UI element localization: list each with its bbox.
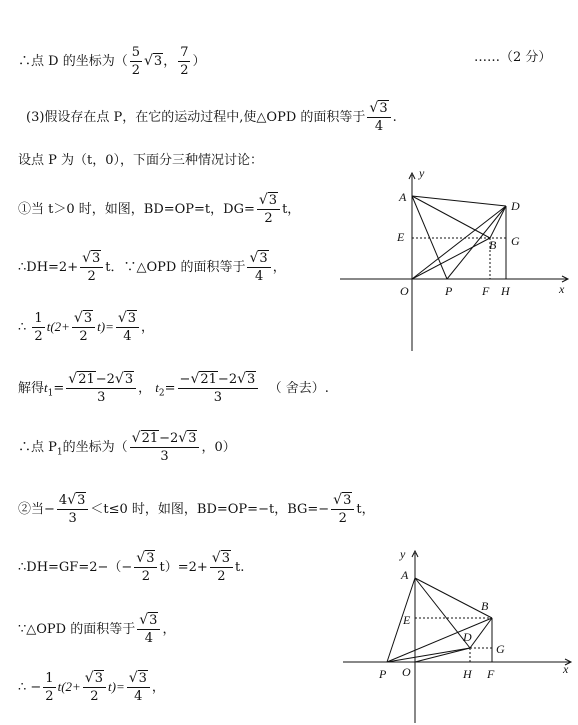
denominator: 3 [66, 388, 136, 406]
radicand: 3 [146, 551, 155, 566]
label-p: P [379, 667, 387, 681]
text: t)= [97, 319, 114, 334]
denominator: 3 [57, 509, 88, 527]
numerator: √3 [128, 670, 147, 686]
text: (3)假设存在点 P，在它的运动过程中,使△OPD 的面积等于 [26, 110, 366, 125]
text: ①当 t＞0 时，如图，BD=OP=t，DG= [18, 202, 255, 217]
line-case-1 [18, 192, 300, 227]
text: ， [163, 54, 177, 69]
text: ＜t≤0 时，如图，BD=OP=−t，BG=− [90, 502, 330, 517]
text: ∴点 D 的坐标为（ [18, 54, 128, 69]
radicand: 3 [138, 671, 147, 686]
text: ∴点 P [18, 440, 57, 455]
radicand: 3 [259, 251, 268, 266]
numerator: 4√3 [58, 492, 86, 508]
text: ， [151, 680, 165, 695]
text: = [164, 381, 176, 396]
numerator: √3 [73, 310, 93, 326]
text: ， [141, 320, 155, 335]
radicand: 3 [188, 431, 197, 446]
radicand: 3 [153, 54, 163, 69]
line-d-coordinates [18, 44, 206, 79]
fraction [210, 550, 233, 585]
radicand: 3 [83, 311, 93, 326]
text: 的坐标为（ [62, 440, 128, 455]
line-equation-2 [18, 670, 165, 705]
fraction [257, 192, 280, 227]
text: 解得 [18, 381, 45, 396]
text: t， [356, 502, 375, 517]
label-p: P [445, 284, 453, 298]
text: ， [162, 622, 176, 637]
score-note: ……（2 分） [474, 50, 552, 65]
label-e: E [403, 613, 411, 627]
text: ， [272, 260, 286, 275]
text: ） [192, 54, 206, 69]
subscript: 2 [158, 388, 165, 399]
denominator: 2 [134, 567, 157, 585]
segment-od [415, 648, 470, 662]
denominator: 4 [116, 327, 139, 345]
segment-pd [447, 206, 506, 279]
segment-ab [412, 196, 490, 238]
numerator: √3 [84, 670, 103, 686]
fraction [80, 250, 103, 285]
fraction [178, 44, 190, 79]
numerator: 1 [34, 311, 43, 326]
denominator: 2 [131, 63, 140, 78]
label-o: O [400, 284, 409, 298]
numerator: √3 [258, 192, 278, 208]
segment-ob [412, 238, 490, 279]
label-d: D [511, 199, 520, 213]
label-h: H [501, 284, 510, 298]
denominator: 3 [178, 388, 259, 406]
fraction [127, 670, 150, 705]
subscript: 1 [47, 388, 54, 399]
line-setup: 设点 P 为（t，0），下面分三种情况讨论： [18, 153, 264, 168]
denominator: 2 [45, 689, 54, 704]
denominator: 4 [367, 117, 390, 135]
radicand: 3 [247, 372, 256, 387]
radicand: 21 [141, 431, 159, 446]
line-dh-2 [18, 550, 244, 585]
numerator: 7 [180, 45, 189, 60]
label-y: y [419, 166, 425, 180]
fraction [367, 100, 390, 135]
line-solution [18, 371, 329, 406]
fraction [43, 670, 55, 705]
radicand: 3 [149, 613, 158, 628]
label-x: x [559, 282, 565, 296]
label-y: y [400, 547, 406, 561]
numerator: √3 [117, 310, 137, 326]
numerator: √3 [369, 100, 388, 116]
denominator: 2 [257, 209, 280, 227]
line-dh-1 [18, 250, 286, 285]
radicand: 3 [343, 493, 352, 508]
sqrt: √3 [143, 53, 163, 69]
denominator: 4 [137, 629, 160, 647]
segment-ad [412, 196, 506, 206]
subscript: 1 [56, 447, 63, 458]
numerator: √21−2√3 [131, 430, 197, 446]
line-case-2 [18, 492, 375, 527]
numerator: √3 [136, 550, 155, 566]
text: t)= [108, 679, 125, 694]
text: ， [138, 381, 152, 396]
text: ∴DH=GF=2−（− [18, 560, 133, 575]
fraction [130, 430, 200, 465]
numerator: √21−2√3 [68, 371, 134, 387]
segment-ad [415, 578, 470, 648]
fraction [134, 550, 157, 585]
numerator: √3 [211, 550, 230, 566]
label-a: A [401, 568, 409, 582]
numerator: √3 [333, 492, 352, 508]
text: ∵△OPD 的面积等于 [18, 622, 136, 637]
radicand: 3 [221, 551, 230, 566]
text: t [44, 380, 48, 395]
fraction [57, 492, 88, 527]
text: t(2+ [46, 319, 70, 334]
fraction [178, 371, 259, 406]
fraction [32, 310, 44, 345]
numerator: √3 [82, 250, 101, 266]
figure-case-2 [335, 545, 578, 725]
denominator: 2 [210, 567, 233, 585]
fraction [130, 44, 142, 79]
segment-bd [490, 206, 506, 238]
denominator: 2 [34, 329, 43, 344]
radicand: 3 [268, 193, 278, 208]
fraction [116, 310, 139, 345]
fraction [66, 371, 136, 406]
denominator: 2 [331, 509, 354, 527]
label-g: G [496, 642, 505, 656]
denominator: 4 [247, 267, 270, 285]
denominator: 3 [130, 447, 200, 465]
line-equation-1 [18, 310, 154, 345]
radicand: 21 [78, 372, 95, 387]
line-p1-coordinates [18, 430, 236, 465]
label-d: D [463, 630, 472, 644]
radicand: 3 [94, 671, 103, 686]
fraction [72, 310, 95, 345]
text: t(2+ [57, 679, 81, 694]
radicand: 3 [92, 251, 101, 266]
numerator: 1 [45, 671, 54, 686]
label-b: B [481, 599, 489, 613]
label-h: H [463, 667, 472, 681]
label-f: F [487, 667, 495, 681]
label-f: F [482, 284, 490, 298]
text: t. [234, 560, 245, 575]
line-area-2 [18, 612, 175, 647]
text: ∴DH=2+ [18, 260, 79, 275]
label-a: A [399, 190, 407, 204]
segment-ap [387, 578, 415, 662]
text: . [392, 110, 397, 125]
label-b: B [489, 238, 497, 252]
segment-pd [387, 648, 470, 662]
denominator: 2 [80, 267, 103, 285]
text: t， [282, 202, 301, 217]
numerator: √3 [139, 612, 158, 628]
label-o: O [402, 665, 411, 679]
figure-case-1 [330, 165, 578, 355]
denominator: 2 [83, 687, 106, 705]
text: （ 舍去）. [268, 381, 329, 396]
radicand: 3 [379, 101, 388, 116]
text: ∴ [18, 320, 27, 335]
label-e: E [397, 230, 405, 244]
text: ②当− [18, 502, 55, 517]
radicand: 3 [77, 493, 86, 508]
numerator: 5 [131, 45, 140, 60]
text: t．∵△OPD 的面积等于 [105, 260, 246, 275]
fraction [83, 670, 106, 705]
denominator: 2 [72, 327, 95, 345]
fraction [137, 612, 160, 647]
text: t [155, 380, 159, 395]
label-g: G [511, 234, 520, 248]
denominator: 4 [127, 687, 150, 705]
label-x: x [563, 662, 569, 676]
radicand: 3 [124, 372, 134, 387]
numerator: √3 [249, 250, 268, 266]
fraction [247, 250, 270, 285]
numerator: −√21−2√3 [179, 371, 256, 387]
radicand: 3 [127, 311, 137, 326]
text: ，0） [201, 440, 236, 455]
text: ∴ − [18, 680, 42, 695]
text: = [53, 381, 65, 396]
text: t）=2+ [159, 560, 208, 575]
denominator: 2 [180, 63, 189, 78]
radicand: 21 [200, 372, 217, 387]
fraction [331, 492, 354, 527]
line-part-3 [26, 100, 397, 135]
